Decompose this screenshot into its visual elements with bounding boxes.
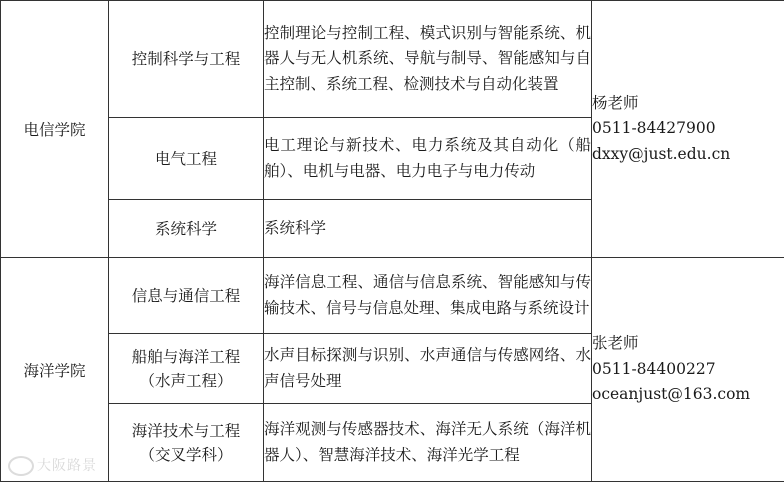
discipline-subtitle: （交叉学科）	[109, 443, 263, 467]
contact-phone: 0511-84427900	[592, 116, 784, 142]
table-row	[1, 1, 784, 118]
research-directions: 控制理论与控制工程、模式识别与智能系统、机器人与无人机系统、导航与制导、智能感知与自主控制、系统工程、检测技术与自动化装置	[264, 24, 591, 93]
research-directions: 电工理论与新技术、电力系统及其自动化（船舶）、电机与电器、电力电子与电力传动	[264, 136, 591, 180]
discipline-cell	[109, 404, 264, 482]
watermark-logo-icon	[8, 456, 34, 476]
discipline-name: 电气工程	[109, 147, 263, 171]
discipline-name: 船舶与海洋工程	[109, 345, 263, 369]
discipline-name: 海洋技术与工程	[109, 419, 263, 443]
discipline-name: 系统科学	[109, 217, 263, 241]
contact-name: 杨老师	[592, 91, 784, 117]
discipline-cell	[109, 258, 264, 334]
discipline-subtitle: （水声工程）	[109, 369, 263, 393]
contact-name: 张老师	[592, 331, 784, 357]
research-directions: 系统科学	[264, 219, 326, 237]
directions-cell	[264, 200, 592, 258]
discipline-name: 控制科学与工程	[109, 47, 263, 71]
contact-cell	[592, 1, 784, 258]
research-directions: 海洋观测与传感器技术、海洋无人系统（海洋机器人）、智慧海洋技术、海洋光学工程	[264, 420, 591, 464]
research-directions: 水声目标探测与识别、水声通信与传感网络、水声信号处理	[264, 346, 591, 390]
college-cell	[1, 1, 109, 258]
research-directions: 海洋信息工程、通信与信息系统、智能感知与传输技术、信号与信息处理、集成电路与系统设计	[264, 273, 591, 317]
discipline-cell	[109, 200, 264, 258]
directions-cell	[264, 1, 592, 118]
watermark	[8, 455, 97, 476]
discipline-cell	[109, 334, 264, 404]
discipline-cell	[109, 1, 264, 118]
contact-email[interactable]: oceanjust@163.com	[592, 382, 784, 408]
contact-cell	[592, 258, 784, 482]
discipline-name: 信息与通信工程	[109, 284, 263, 308]
directions-cell	[264, 258, 592, 334]
table-row	[1, 258, 784, 334]
college-name: 海洋学院	[23, 362, 85, 380]
college-cell	[1, 258, 109, 482]
contact-phone: 0511-84400227	[592, 357, 784, 383]
directions-cell	[264, 404, 592, 482]
directions-cell	[264, 334, 592, 404]
contact-email[interactable]: dxxy@just.edu.cn	[592, 142, 784, 168]
directions-cell	[264, 118, 592, 200]
watermark-text: 大阪路景	[37, 458, 97, 474]
college-name: 电信学院	[23, 121, 85, 139]
discipline-cell	[109, 118, 264, 200]
